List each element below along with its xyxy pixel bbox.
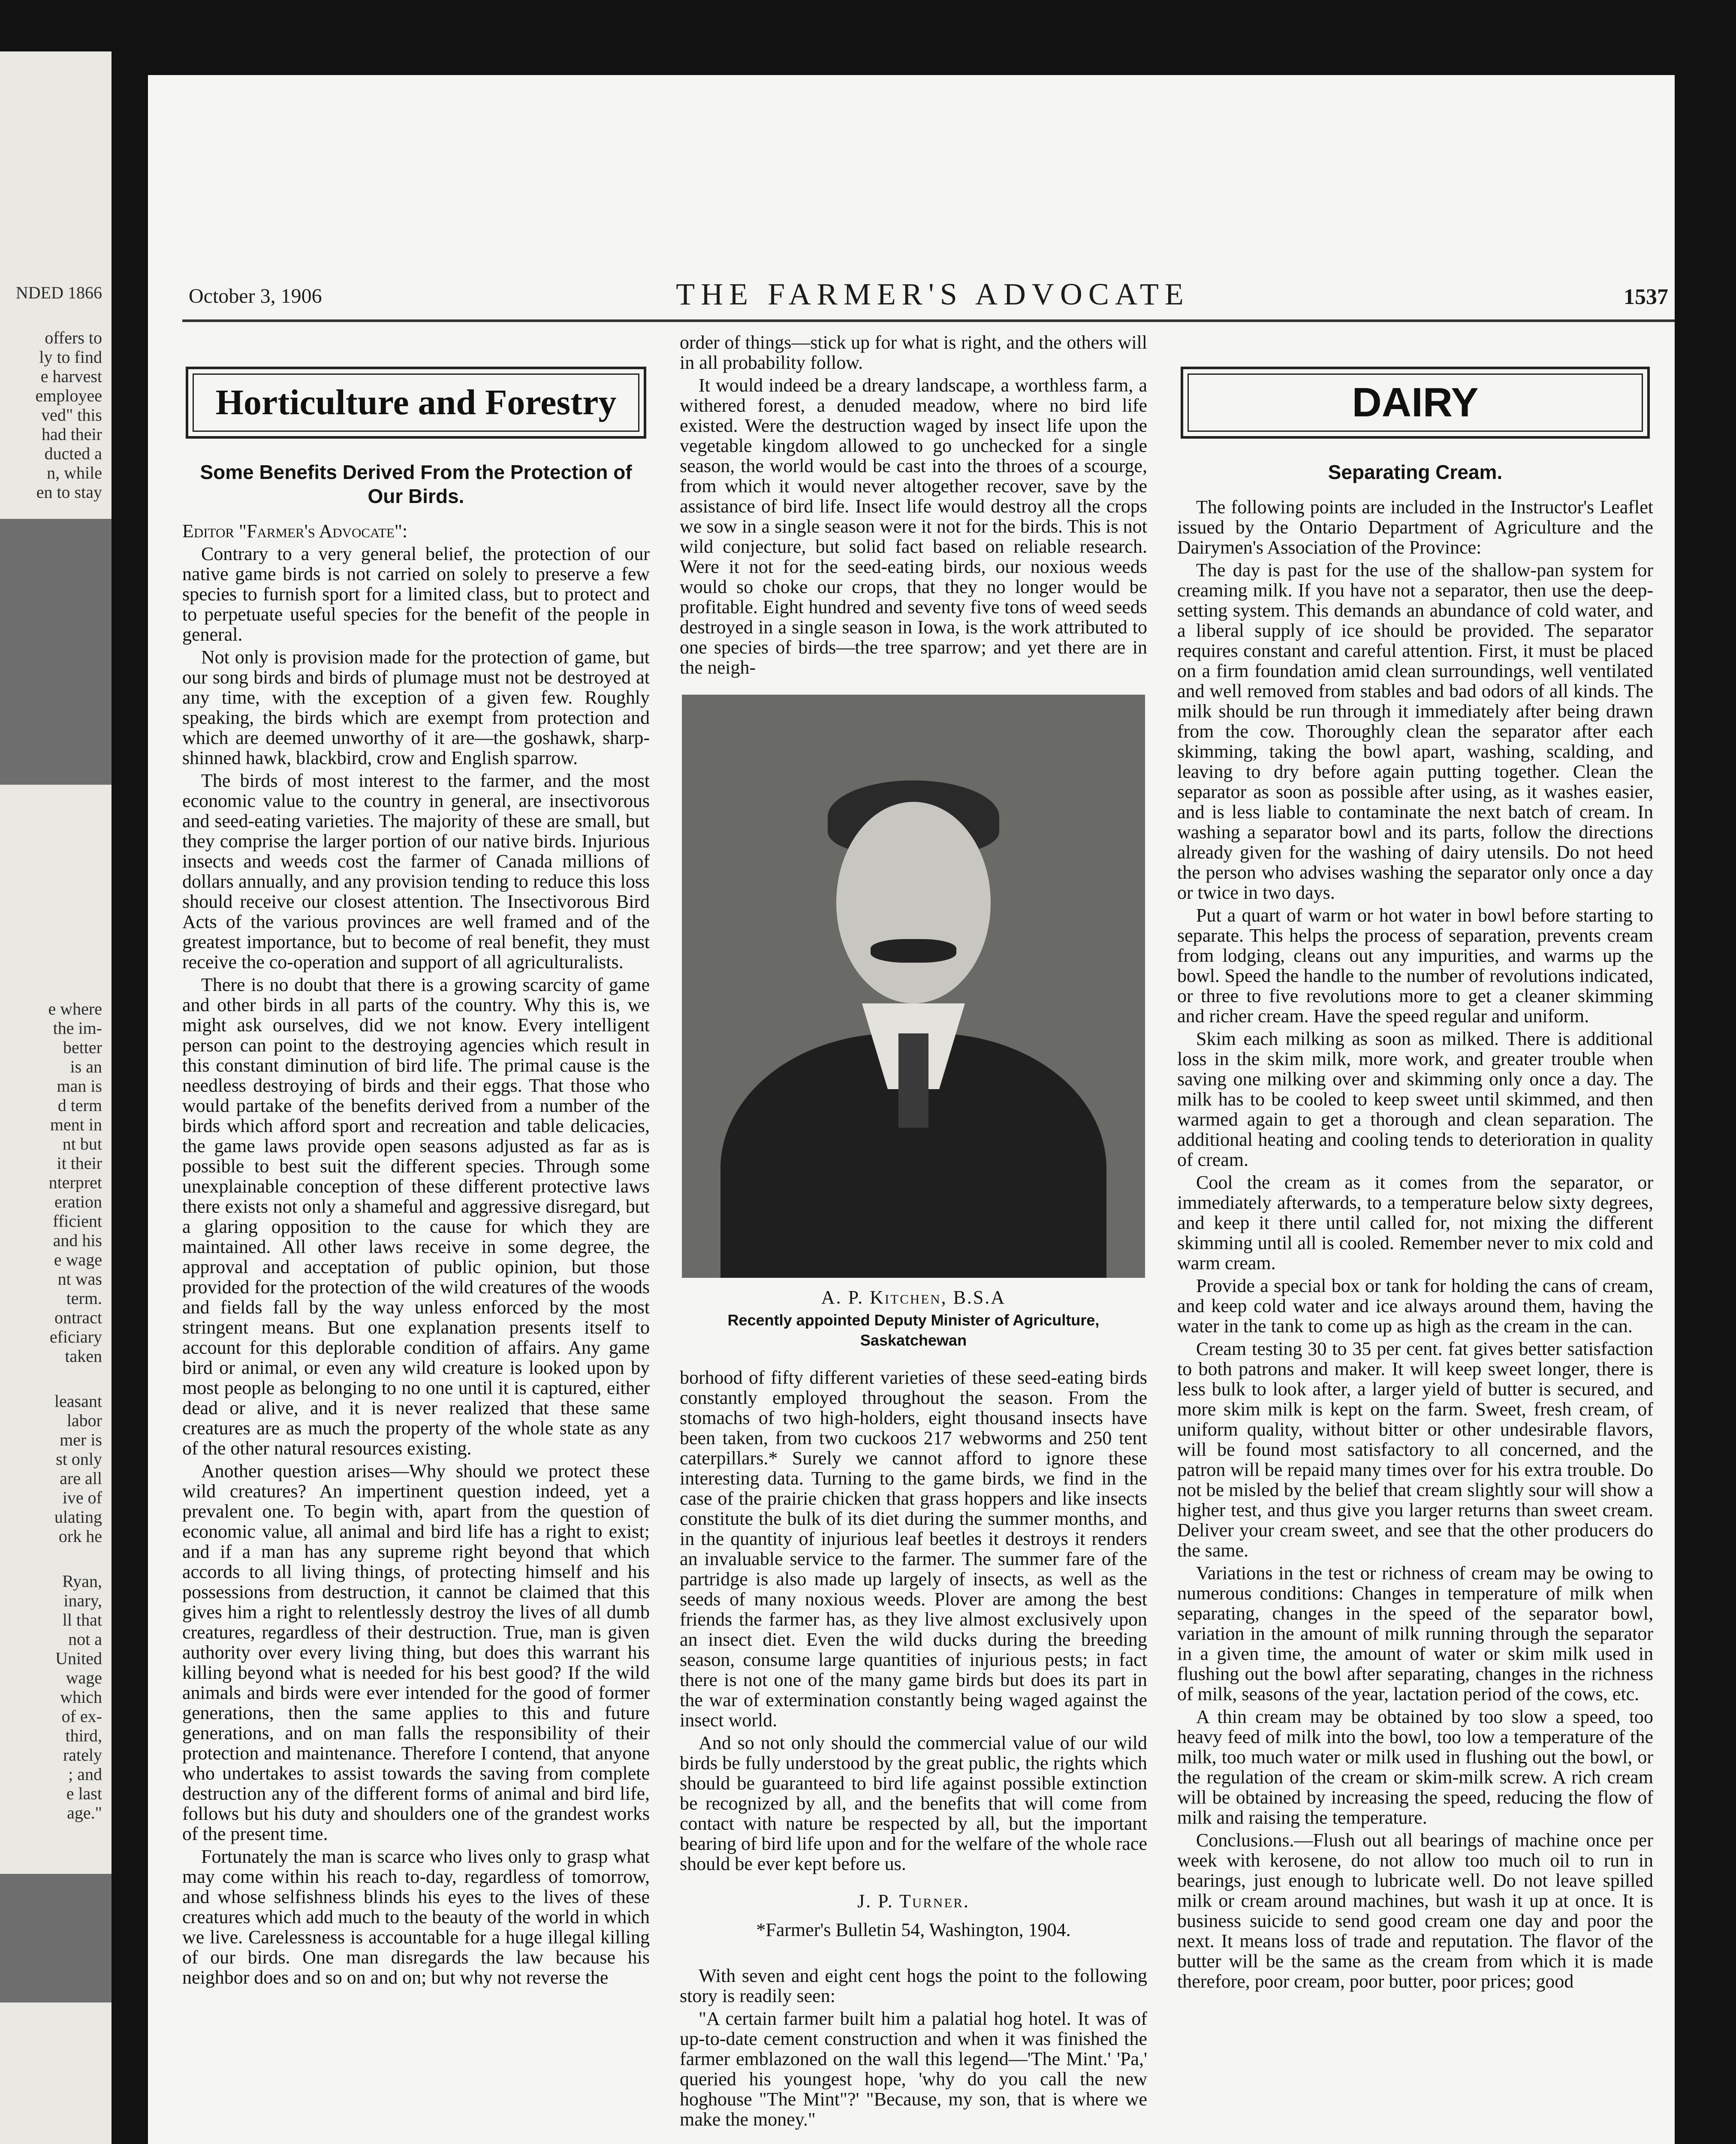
paragraph: order of things—stick up for what is right, and the others will in all probability follow. [680, 332, 1147, 373]
photo-caption-title: Recently appointed Deputy Minister of Agriculture, Saskatchewan [727, 1311, 1100, 1349]
publication-title: THE FARMER'S ADVOCATE [676, 277, 1190, 311]
author-signature: J. P. Turner. [857, 1891, 970, 1912]
paragraph: And so not only should the commercial value of our wild birds be fully understood by the great public, the rights which should be guaranteed to bird life against possible extinction be recognized by all, and the benefits that will come from contact with nature be respected by all, but the important bearing of bird life upon and for the welfare of the whole race should be ever kept before us. [680, 1732, 1147, 1874]
left-page-header: NDED 1866 [15, 283, 102, 302]
section-banner-horticulture: Horticulture and Forestry [186, 367, 646, 439]
column-dairy [1177, 367, 1653, 2144]
article-headline-cream: Separating Cream. [1328, 461, 1503, 483]
paragraph: A thin cream may be obtained by too slow a speed, too heavy feed of milk into the bowl, too low a temperature of the milk, too much water or milk used in flushing out the bowl, or the regulation of the cream or skim-milk screw. A rich cream will be obtained by increasing the speed, reducing the flow of milk and raising the temperature. [1177, 1706, 1653, 1828]
paragraph: Skim each milking as soon as milked. There is additional loss in the skim milk, more work, and greater trouble when saving one milking over and skimming only once a day. The milk has to be cooled to keep sweet until skimmed, and then warmed again to get a thorough and clean separation. The additional heating and cooling tends to deterioration in quality of cream. [1177, 1028, 1653, 1170]
paragraph: Cream testing 30 to 35 per cent. fat gives better satisfaction to both patrons and maker. It will keep sweet longer, there is less bulk to look after, a larger yield of butter is secured, and more skim milk is kept on the farm. Sweet, fresh cream, of uniform quality, without bitter or other undesirable flavors, will be found most satisfactory to all concerned, and the patron will be repaid many times over for his extra trouble. Do not be misled by the belief that cream slightly sour will show a higher test, and thus give you larger returns than sweet cream. Deliver your cream sweet, and see that the other producers do the same. [1177, 1338, 1653, 1561]
page-number: 1537 [1624, 285, 1668, 309]
paragraph: Conclusions.—Flush out all bearings of machine once per week with kerosene, do not allow too much oil to run in bearings, just enough to lubricate well. Do not leave spilled milk or cream around machines, but wash it up at once. It is business suicide to send good cream one day and poor the next. It means loss of trade and reputation. The flavor of the butter will be the same as the cream from which it is made therefore, poor cream, poor butter, poor prices; good [1177, 1830, 1653, 1992]
left-fragments-mid: e where the im- better is an man is d term ment in nt but it their nterpret eration fficient and his e wage nt was term. ontract eficiary taken leasant labor mer is st only are all ive of ulating ork he Ryan, inary, ll that not a United wage which of ex- third, rately ; and e last age." [48, 999, 102, 1822]
newspaper-page [148, 75, 1675, 2144]
paragraph: Variations in the test or richness of cream may be owing to numerous conditions: Changes in temperature of milk when separating, changes in the speed of the separator bowl, variation in the amount of milk running through the separator in a given time, the amount of water or skim milk used in flushing out the bowl after separating, changes in the richness of milk, seasons of the year, lactation period of the cows, etc. [1177, 1563, 1653, 1704]
portrait-photo [682, 695, 1145, 1278]
column-horticulture [182, 367, 650, 2144]
paragraph: With seven and eight cent hogs the point to the following story is readily seen: [680, 1965, 1147, 2006]
paragraph: Fortunately the man is scarce who lives only to grasp what may come within his reach to-day, regardless of tomorrow, and whose selfishness blinds his eyes to the lives of these creatures which add much to the beauty of the world in which we live. Carelessness is accountable for a huge illegal killing of our birds. One man disregards the law because his neighbor does and so on and on; but why not reverse the [182, 1846, 650, 1988]
section-banner-dairy: DAIRY [1181, 367, 1650, 439]
paragraph: The following points are included in the Instructor's Leaflet issued by the Ontario Department of Agriculture and the Dairymen's Association of the Province: [1177, 497, 1653, 558]
left-fragments-top: offers to ly to find e harvest employee ved" this had their ducted a n, while en to stay [35, 328, 102, 502]
paragraph: The day is past for the use of the shallow-pan system for creaming milk. If you have not a separator, then use the deep-setting system. This demands an abundance of cold water, and a liberal supply of ice should be provided. The separator requires constant and careful attention. First, it must be placed on a firm foundation amid clean surroundings, well ventilated and well removed from stables and bad odors of all kinds. The milk should be run through it immediately after being drawn from the cow. Thoroughly clean the separator after each skimming, taking the bowl apart, washing, scalding, and leaving to dry before again putting together. Clean the separator as soon as possible after using, as it washes easier, and is less liable to contaminate the next batch of cream. In washing a separator bowl and its parts, follow the directions already given for the washing of dairy utensils. Do not heed the person who advises washing the separator only once a day or twice in two days. [1177, 560, 1653, 903]
header-rule [182, 319, 1675, 322]
left-page-photo [0, 519, 112, 785]
column-middle [680, 332, 1147, 2144]
running-head [189, 277, 1675, 311]
footnote: *Farmer's Bulletin 54, Washington, 1904. [756, 1919, 1071, 1940]
paragraph: Another question arises—Why should we protect these wild creatures? An impertinent question indeed, yet a prevalent one. To begin with, apart from the question of economic value, all animal and bird life has a right to exist; and if a man has any supreme right beyond that which accords to all living things, of protecting himself and his possessions from destruction, it cannot be claimed that this gives him a right to relentlessly destroy the lives of all dumb creatures, regardless of their destruction. True, man is given authority over every living thing, but does this warrant his killing beyond what is needed for his best good? If the wild animals and birds were ever intended for the good of former generations, then the same applies to this and future generations, and on man falls the responsibility of their protection and maintenance. Therefore I contend, that anyone who undertakes to assist towards the saving from complete destruction any of the different forms of animal and bird life, follows but his duty and shoulders one of the grandest works of the present time. [182, 1460, 650, 1844]
paragraph: Not only is provision made for the protection of game, but our song birds and birds of plumage must not be destroyed at any time, with the exception of a given few. Roughly speaking, the birds which are exempt from protection and which are deemed unworthy of it are—the goshawk, sharp-shinned hawk, blackbird, crow and English sparrow. [182, 647, 650, 768]
paragraph: It would indeed be a dreary landscape, a worthless farm, a withered forest, a denuded meadow, where no bird life existed. Were the destruction waged by insect life upon the vegetable kingdom allowed to go unchecked for a single season, the world would be cast into the throes of a scourge, from which it would never altogether recover, save by the assistance of bird life. Insect life would destroy all the crops we sow in a single season were it not for the birds. This is not wild conjecture, but solid fact based on reliable research. Were it not for the seed-eating birds, our noxious weeds would so choke our crops, that they no longer would be profitable. Eight hundred and seventy five tons of weed seeds destroyed in a single season in Iowa, is the work attributed to one species of birds—the tree sparrow; and yet there are in the neigh- [680, 375, 1147, 678]
paragraph: The birds of most interest to the farmer, and the most economic value to the country in general, are insectivorous and seed-eating varieties. The majority of these are small, but they comprise the larger portion of our native birds. Injurious insects and weeds cost the farmer of Canada millions of dollars annually, and any provision tending to reduce this loss should receive our closest attention. The Insectivorous Bird Acts of the various provinces are well framed and of the greatest importance, but to become of real benefit, they must receive the co-operation and support of all agriculturalists. [182, 770, 650, 973]
issue-date: October 3, 1906 [189, 285, 322, 307]
article-headline-birds: Some Benefits Derived From the Protection of Our Birds. [200, 461, 632, 507]
portrait-figure [680, 695, 1147, 1350]
paragraph: Cool the cream as it comes from the separator, or immediately afterwards, to a temperature below sixty degrees, and keep it there until called for, not mixing the different skimming until all is cooled. Remember never to mix cold and warm cream. [1177, 1172, 1653, 1274]
paragraph: Put a quart of warm or hot water in bowl before starting to separate. This helps the process of separation, prevents cream from lodging, cleans out any impurities, and warms up the bowl. Speed the handle to the number of revolutions indicated, or three to five revolutions more to get a cleaner skimming and richer cream. Have the speed regular and uniform. [1177, 905, 1653, 1027]
left-page-fragment [0, 51, 112, 2144]
paragraph: "A certain farmer built him a palatial hog hotel. It was of up-to-date cement construction and when it was finished the farmer emblazoned on the wall this legend—'The Mint.' 'Pa,' queried his youngest hope, 'why do you call the new hoghouse "The Mint"?' "Because, my son, that is where we make the money." [680, 2008, 1147, 2130]
paragraph: borhood of fifty different varieties of these seed-eating birds constantly employed throughout the season. From the stomachs of two high-holders, eight thousand insects have been taken, from two cuckoos 217 webworms and 250 tent caterpillars.* Surely we cannot afford to ignore these interesting data. Turning to the game birds, we find in the case of the prairie chicken that grass hoppers and like insects constitute the bulk of its diet during the summer months, and in the quantity of injurious leaf beetles it destroys it renders an invaluable service to the farmer. The summer fare of the partridge is also made up largely of insects, as well as the seeds of many noxious weeds. Plover are among the best friends the farmer has, as they live almost exclusively upon an insect diet. Even the wild ducks during the breeding season, consume large quantities of injurious pests; in fact there is not one of the many game birds but does its part in the war of extermination constantly being waged against the insect world. [680, 1367, 1147, 1731]
salutation: Editor "Farmer's Advocate": [182, 521, 408, 542]
paragraph: Provide a special box or tank for holding the cans of cream, and keep cold water and ice always around them, having the water in the tank to come up as high as the cream in the can. [1177, 1275, 1653, 1337]
paragraph: There is no doubt that there is a growing scarcity of game and other birds in all parts of the country. Why this is, we might ask ourselves, did we not know. Every intelligent person can point to the destroying agencies which result in this constant diminution of bird life. The primal cause is the needless destroying of birds and their eggs. That those who would partake of the benefits derived from a number of the birds which afford sport and recreation and table delicacies, the game laws provide open seasons adjusted as far as is possible to best suit the different species. Through some unexplainable conception of these different protective laws there exists not only a shameful and aggressive disregard, but a glaring opposition to the cause for which they are maintained. All other laws receive in some degree, the approval and acceptation of public opinion, but those provided for the protection of the wild creatures of the woods and fields fall by the way unless enforced by the most stringent means. But one explanation presents itself to account for this deplorable condition of affairs. Any game bird or animal, or even any wild creature is looked upon by most people as belonging to no one until it is captured, either dead or alive, and it is never realized that these same creatures are as much the property of the whole state as any of the other natural resources existing. [182, 974, 650, 1459]
paragraph: Contrary to a very general belief, the protection of our native game birds is not carried on solely to preserve a few species to furnish sport for a limited class, but to protect and to perpetuate useful species for the benefit of the people in general. [182, 543, 650, 645]
photo-caption-name: A. P. Kitchen, B.S.A [821, 1287, 1006, 1308]
left-page-photo-bottom [0, 1874, 112, 2002]
